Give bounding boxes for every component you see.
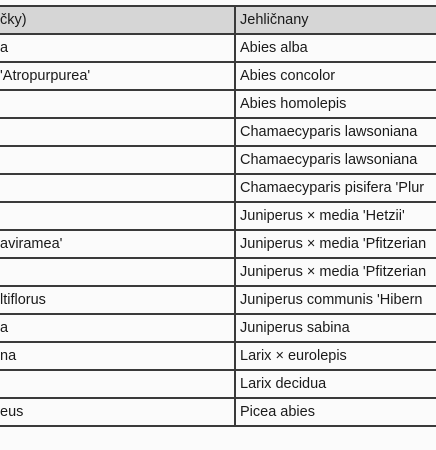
- table-row: [0, 286, 436, 314]
- table-cell-right: Abies homolepis: [235, 90, 436, 118]
- table-cell-right: Juniperus × media 'Pfitzerian: [235, 258, 436, 286]
- table-cell-right: Chamaecyparis lawsoniana: [235, 146, 436, 174]
- table-cell-right: Chamaecyparis lawsoniana: [235, 118, 436, 146]
- table-row: [0, 34, 436, 62]
- table-row: [0, 398, 436, 426]
- table-cell-left: [0, 90, 235, 118]
- table-cell-left: [0, 174, 235, 202]
- table-cell-right: Juniperus × media 'Hetzii': [235, 202, 436, 230]
- table-cell-right: Picea abies: [235, 398, 436, 426]
- table-cell-right: Larix decidua: [235, 370, 436, 398]
- table-cell-left: na: [0, 342, 235, 370]
- table-row: [0, 342, 436, 370]
- table-cell-right: Juniperus communis 'Hibern: [235, 286, 436, 314]
- table-cell-left: [0, 370, 235, 398]
- header-cell-deciduous: čky): [0, 6, 235, 34]
- table-row: [0, 62, 436, 90]
- table-cell-right: Juniperus sabina: [235, 314, 436, 342]
- table-cell-right: Chamaecyparis pisifera 'Plur: [235, 174, 436, 202]
- table-row: [0, 230, 436, 258]
- table-cell-left: [0, 146, 235, 174]
- table-cell-left: a: [0, 34, 235, 62]
- table-row: [0, 118, 436, 146]
- table-cell-right: Abies alba: [235, 34, 436, 62]
- table-cell-right: Abies concolor: [235, 62, 436, 90]
- plant-table: [0, 5, 436, 427]
- table-cell-right: Larix × eurolepis: [235, 342, 436, 370]
- table-cell-left: [0, 202, 235, 230]
- table-cell-left: ltiflorus: [0, 286, 235, 314]
- table-row: [0, 146, 436, 174]
- table-cell-left: a: [0, 314, 235, 342]
- table-row: [0, 90, 436, 118]
- table-cell-right: Juniperus × media 'Pfitzerian: [235, 230, 436, 258]
- header-cell-conifers: Jehličnany: [235, 6, 436, 34]
- table-cell-left: [0, 118, 235, 146]
- table-cell-left: eus: [0, 398, 235, 426]
- table-cell-left: [0, 258, 235, 286]
- table-row: [0, 370, 436, 398]
- table-row: [0, 202, 436, 230]
- table-cell-left: aviramea': [0, 230, 235, 258]
- table-cell-left: 'Atropurpurea': [0, 62, 235, 90]
- table-row: [0, 314, 436, 342]
- table-header-row: [0, 6, 436, 34]
- table-row: [0, 174, 436, 202]
- table-row: [0, 258, 436, 286]
